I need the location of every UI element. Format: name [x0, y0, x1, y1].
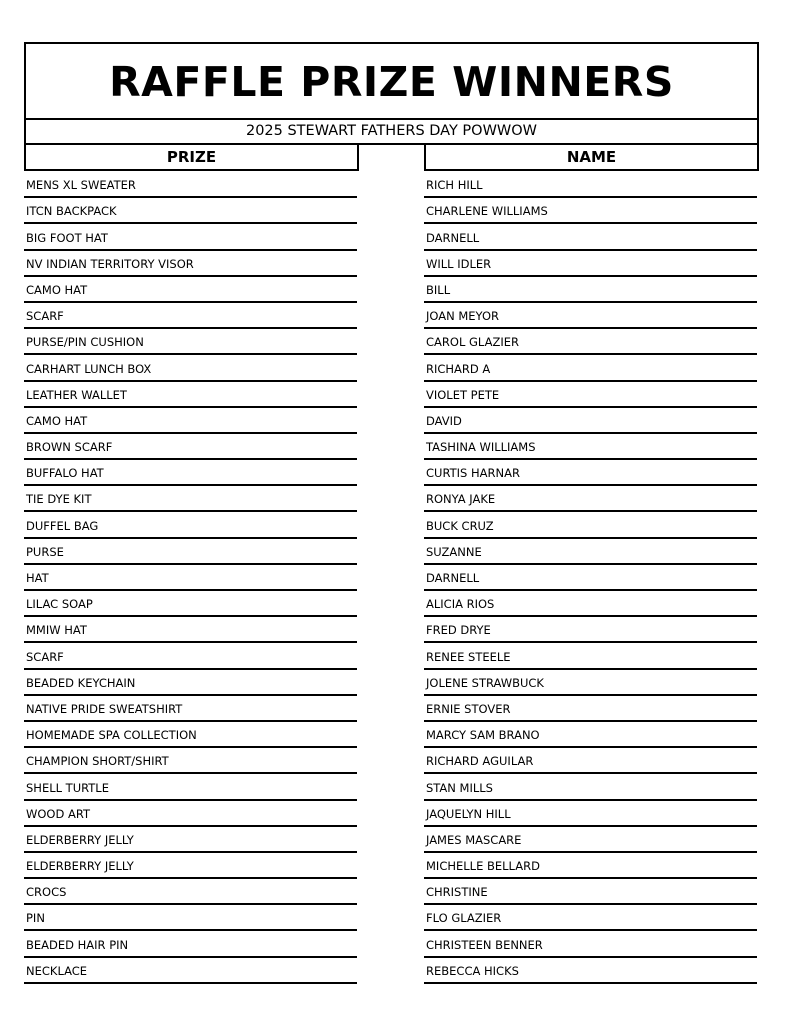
winner-row [424, 643, 757, 669]
prize-label: MENS XL SWEATER [26, 178, 136, 193]
prize-label: HOMEMADE SPA COLLECTION [26, 728, 197, 743]
prize-row [24, 224, 357, 250]
prize-row [24, 539, 357, 565]
prize-row [24, 486, 357, 512]
winner-row [424, 539, 757, 565]
winner-name: JAQUELYN HILL [426, 806, 511, 821]
winner-name: DAVID [426, 413, 462, 428]
winner-name: WILL IDLER [426, 256, 492, 271]
winner-name: SUZANNE [426, 544, 482, 559]
winner-row [424, 774, 757, 800]
prize-list [24, 172, 357, 984]
winner-name: MICHELLE BELLARD [426, 859, 540, 874]
prize-row [24, 958, 357, 984]
prize-label: DUFFEL BAG [26, 518, 99, 533]
prize-label: ELDERBERRY JELLY [26, 859, 134, 874]
winner-name: MARCY SAM BRANO [426, 728, 540, 743]
prize-row [24, 748, 357, 774]
prize-row [24, 172, 357, 198]
prize-label: CHAMPION SHORT/SHIRT [26, 754, 169, 769]
prize-label: NATIVE PRIDE SWEATSHIRT [26, 701, 183, 716]
winner-row [424, 251, 757, 277]
winner-row [424, 931, 757, 957]
winner-row [424, 408, 757, 434]
winner-row [424, 670, 757, 696]
prize-label: CAMO HAT [26, 282, 88, 297]
winner-name: CHRISTEEN BENNER [426, 937, 543, 952]
winner-name: ALICIA RIOS [426, 597, 495, 612]
prize-row [24, 722, 357, 748]
prize-label: SCARF [26, 309, 64, 324]
prize-label: SCARF [26, 649, 64, 664]
prize-row [24, 827, 357, 853]
winner-name: BILL [426, 282, 451, 297]
winner-row [424, 303, 757, 329]
winner-name: FRED DRYE [426, 623, 491, 638]
prize-row [24, 198, 357, 224]
prize-label: WOOD ART [26, 806, 91, 821]
winner-name: RICHARD AGUILAR [426, 754, 534, 769]
prize-row [24, 591, 357, 617]
prize-column-header: PRIZE [24, 145, 359, 171]
prize-label: PIN [26, 911, 45, 926]
winner-row [424, 434, 757, 460]
prize-row [24, 774, 357, 800]
prize-label: HAT [26, 571, 49, 585]
prize-row [24, 617, 357, 643]
prize-label: MMIW HAT [26, 623, 87, 638]
winner-name: CHARLENE WILLIAMS [426, 204, 548, 219]
prize-row [24, 408, 357, 434]
prize-row [24, 643, 357, 669]
winner-row [424, 382, 757, 408]
prize-row [24, 251, 357, 277]
winner-row [424, 355, 757, 381]
page-title: RAFFLE PRIZE WINNERS [109, 58, 674, 106]
prize-row [24, 879, 357, 905]
winner-row [424, 696, 757, 722]
prize-label: SHELL TURTLE [26, 780, 109, 795]
winner-row [424, 748, 757, 774]
prize-label: CAMO HAT [26, 413, 88, 428]
winner-row [424, 512, 757, 538]
winner-row [424, 486, 757, 512]
winner-name: RONYA JAKE [426, 492, 496, 507]
prize-row [24, 277, 357, 303]
prize-row [24, 905, 357, 931]
winner-row [424, 172, 757, 198]
winner-name: VIOLET PETE [426, 387, 500, 402]
winner-row [424, 722, 757, 748]
prize-row [24, 801, 357, 827]
winner-row [424, 565, 757, 591]
winner-row [424, 617, 757, 643]
prize-label: CARHART LUNCH BOX [26, 361, 152, 376]
winner-row [424, 277, 757, 303]
prize-label: PURSE/PIN CUSHION [26, 335, 144, 350]
winner-name: BUCK CRUZ [426, 518, 494, 533]
winner-row [424, 827, 757, 853]
winner-row [424, 224, 757, 250]
prize-row [24, 460, 357, 486]
winner-row [424, 853, 757, 879]
prize-row [24, 303, 357, 329]
prize-row [24, 670, 357, 696]
prize-row [24, 329, 357, 355]
prize-row [24, 382, 357, 408]
prize-row [24, 931, 357, 957]
winner-row [424, 879, 757, 905]
winner-row [424, 460, 757, 486]
winner-name: CURTIS HARNAR [426, 466, 520, 481]
winner-name: DARNELL [426, 571, 480, 585]
title-box [24, 42, 759, 120]
winner-name: CAROL GLAZIER [426, 335, 519, 350]
winner-name: ERNIE STOVER [426, 701, 511, 716]
winner-row [424, 801, 757, 827]
prize-row [24, 853, 357, 879]
winner-name: REBECCA HICKS [426, 963, 519, 978]
prize-label: TIE DYE KIT [26, 492, 92, 507]
winner-name: TASHINA WILLIAMS [426, 440, 536, 455]
prize-row [24, 512, 357, 538]
prize-label: BROWN SCARF [26, 440, 113, 455]
winner-name: RICH HILL [426, 178, 483, 193]
event-subtitle: 2025 STEWART FATHERS DAY POWWOW [245, 122, 538, 139]
winner-name: RENEE STEELE [426, 649, 511, 664]
prize-label: BEADED HAIR PIN [26, 937, 129, 952]
winner-name: JOAN MEYOR [426, 309, 499, 324]
winner-row [424, 198, 757, 224]
prize-row [24, 696, 357, 722]
winner-row [424, 905, 757, 931]
prize-label: NECKLACE [26, 963, 88, 978]
prize-row [24, 565, 357, 591]
prize-label: ELDERBERRY JELLY [26, 832, 134, 847]
winner-name: STAN MILLS [426, 780, 493, 795]
subtitle-box [24, 118, 759, 145]
winner-row [424, 329, 757, 355]
winner-name: DARNELL [426, 230, 480, 245]
winner-name: FLO GLAZIER [426, 911, 502, 926]
winner-name: JOLENE STRAWBUCK [426, 675, 544, 690]
winner-row [424, 958, 757, 984]
winner-row [424, 591, 757, 617]
prize-row [24, 355, 357, 381]
winner-name: JAMES MASCARE [426, 832, 522, 847]
prize-label: BEADED KEYCHAIN [26, 675, 136, 690]
prize-label: LILAC SOAP [26, 597, 93, 612]
winner-name: CHRISTINE [426, 885, 488, 900]
prize-label: CROCS [26, 885, 67, 900]
prize-label: NV INDIAN TERRITORY VISOR [26, 256, 194, 271]
prize-label: BUFFALO HAT [26, 466, 104, 481]
prize-label: ITCN BACKPACK [26, 204, 117, 219]
prize-label: LEATHER WALLET [26, 387, 127, 402]
prize-row [24, 434, 357, 460]
prize-label: BIG FOOT HAT [26, 230, 108, 245]
name-column-header: NAME [424, 145, 759, 171]
winner-name: RICHARD A [426, 361, 491, 376]
winner-name-list [424, 172, 757, 984]
prize-label: PURSE [26, 544, 64, 559]
